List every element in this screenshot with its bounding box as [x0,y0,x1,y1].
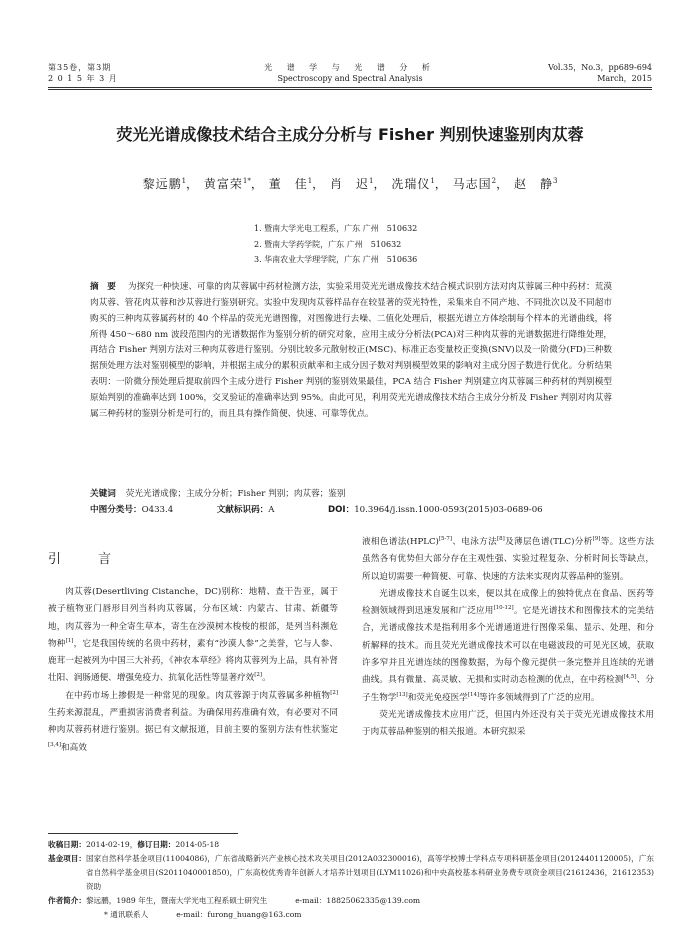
author-email: e-mail：18825062335@139.com [295,896,421,905]
paragraph: 光谱成像技术自诞生以来，便以其在成像上的独特优点在食品、医药等检测领域得到迅速发展和广泛应用[10-12]。它是光谱技术和图像技术的完美结合，光谱成像技术是指利用多个光谱通道进行图像采集、显示、处理、和分析解释的技术。而且荧光光谱成像技术可以在电磁波段的可见光区域，获取许多窄并且光谱连续的图像数据，为每个像元提供一条完整并且连续的光谱曲线。具有微量、高灵敏、无损和实时动态检测的优点，在中药检测[4,5]、分子生物学[13]和荧光免疫医学[14]等许多领域得到了广泛的应用。 [362,588,654,703]
abstract-text: 为探究一种快速、可靠的肉苁蓉属中药材检测方法，实验采用荧光光谱成像技术结合模式识别方法对肉苁蓉属三种中药材：荒漠肉苁蓉、管花肉苁蓉和沙苁蓉进行鉴别研究。实验中发现肉苁蓉样品存在较显著的荧光特性，采集来自不同产地、不同批次以及不同超市购买的三种肉苁蓉属药材的 40 个样品的荧光光谱图像，对图像进行去噪、二值化处理后，根据光谱立方体绘制每个样本的光谱曲线，将所得 450～680 nm 波段范围内的光谱数据作为鉴别分析的研究对象，应用主成分分析法(PCA)对三种肉苁蓉的光谱数据进行降维处理，再结合 Fisher 判别方法对三种肉苁蓉进行鉴别。分别比较多元散射校正(MSC)、标准正态变量校正变换(SNV)以及一阶微分(FD)三种数据预处理方法对鉴别模型的影响，并根据主成分的累积贡献率和主成分因子数对判别模型效果的影响对主成分因子数进行优化。分析结果表明：一阶微分预处理后提取前四个主成分进行 Fisher 判别的鉴别效果最佳，PCA 结合 Fisher 判别建立肉苁蓉属三种药材的判别模型原始判别的准确率达到 100%，交叉验证的准确率达到 95%。由此可见，利用荧光光谱成像技术结合主成分分析及 Fisher 判别对肉苁蓉属三种药材的鉴别分析是可行的，而且具有操作简便、快速、可靠等优点。 [90,282,612,419]
keywords [90,486,612,502]
author: 冼瑞仪 [391,177,431,191]
affiliation: 3. 华南农业大学理学院，广东 广州 510636 [254,255,418,264]
received-dates: 收稿日期： 2014-02-19， 修订日期： 2014-05-18 [48,840,220,849]
author: 赵 静 [513,177,553,191]
abstract-label: 摘 要 [90,282,116,292]
author: 黄富荣 [203,177,243,191]
paragraph: 在中药市场上掺假是一种常见的现象。肉苁蓉源于肉苁蓉属多种植物[2]生药来源混乱，严重损害消费者利益。为确保用药准确有效，有必要对不同种肉苁蓉药材进行鉴别。据已有文献报道，目前主要的鉴别方法有性状鉴定[3,4]和高效 [48,689,338,753]
affiliation: 1. 暨南大学光电工程系，广东 广州 510632 [254,224,418,233]
author: 肖 迟 [330,177,370,191]
paragraph: 液相色谱法(HPLC)[5-7]、电泳方法[8]及薄层色谱(TLC)分析[9]等。这些方法虽然各有优势但大部分存在主观性强、实验过程复杂、分析时间长等缺点，所以迫切需要一种简便、可靠、快速的方法来实现肉苁蓉品种的鉴别。 [362,536,654,582]
affiliation: 2. 暨南大学药学院，广东 广州 510632 [254,239,402,249]
document-code: A [268,505,275,515]
author: 董 佳 [268,177,308,191]
paragraph: 荧光光谱成像技术应用广泛，但国内外还没有关于荧光光谱成像技术用于肉苁蓉品种鉴别的相关报道。本研究拟采 [362,709,654,738]
paper-title: 荧光光谱成像技术结合主成分分析与 Fisher 判别快速鉴别肉苁蓉 [116,125,584,144]
left-column [48,584,338,757]
header-volume: 第35卷，第3期 2 0 1 5 年 3 月 [48,63,118,83]
footnotes [48,838,654,922]
doi: 10.3964/j.issn.1000-0593(2015)03-0689-06 [354,505,543,515]
header-journal: 光 谱 学 与 光 谱 分 析 Spectroscopy and Spectral Analysis [264,63,436,83]
author: 马志国 [452,177,492,191]
paragraph: 肉苁蓉(Desertliving Cistanche，DC)别称：地精、查干告亚，属于被子植物亚门唇形目列当科肉苁蓉属，分布区域：内蒙古、甘肃、新疆等地，肉苁蓉为一种全寄生草本，寄生在沙漠树木梭梭的根部，是列当科濒危物种[1]，它是我国传统的名贵中药材，素有“沙漠人参”之美誉，它与人参、鹿茸一起被列为中国三大补药，《神农本草经》将肉苁蓉列为上品，具有补肾壮阳、润肠通便、增强免疫力、抗氧化活性等显著疗效[2]。 [48,587,338,684]
clc-number: O433.4 [141,505,174,515]
keywords-label: 关键词 [90,489,116,499]
corresponding-email: e-mail：furong_huang@163.com [176,910,302,919]
author: 黎远鹏 [142,177,182,191]
fund-info: 基金项目： 国家自然科学基金项目(11004086)，广东省战略新兴产业核心技术攻关项目(2012A032300016)，高等学校博士学科点专项科研基金项目(20124401120005)，广东省自然科学基金项目(S2011040001850)，广东高校优秀青年创新人才培养计划项目(LYM11026)和中央高校基本科研业务费专项资金项目(21612436，21612353)资助 [48,854,654,891]
author-info: 作者简介： 黎远鹏，1989 年生，暨南大学光电工程系硕士研究生 e-mail：18825062335@139.com [48,894,654,908]
section-title-introduction: 引 言 [48,552,124,567]
running-header [48,62,652,86]
keywords-text: 荧光光谱成像；主成分分析；Fisher 判别；肉苁蓉；鉴别 [125,489,346,499]
classification-line: 中图分类号：O433.4 文献标识码：A DOI：10.3964/j.issn.1000-0593(2015)03-0689-06 [90,505,543,515]
affiliations [254,221,417,268]
header-rule [48,87,652,88]
header-rule-2 [48,89,652,90]
right-column [362,534,654,742]
header-volume-en: Vol.35，No.3，pp689-694 March，2015 [548,63,652,83]
author-list: 黎远鹏$^1$， 黄富荣$^{1*}$， 董 佳$^1$， 肖 迟$^1$， 冼瑞仪$^1$， 马志国$^2$， 赵 静$^3$ [142,177,558,191]
abstract [90,280,612,423]
footnote-rule [48,833,238,834]
corresponding-author: * 通讯联系人 e-mail：furong_huang@163.com [48,908,654,922]
